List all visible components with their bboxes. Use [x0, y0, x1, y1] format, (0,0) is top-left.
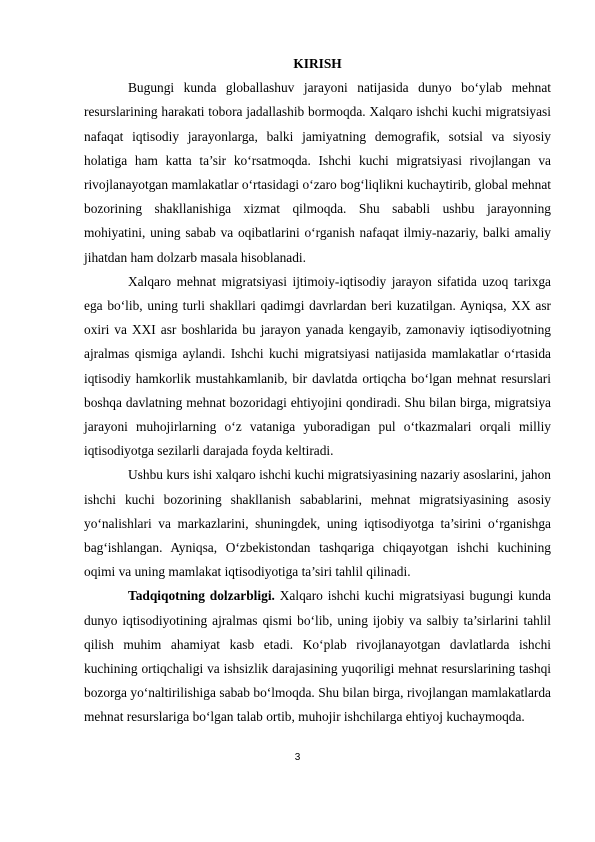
page-number: 3: [294, 752, 301, 763]
paragraph-lead: Tadqiqotning dolzarbligi.: [128, 588, 275, 604]
paragraph-text: Xalqaro mehnat migratsiyasi ijtimoiy-iqtisodiy jarayon sifatida uzoq tarixga ega bo‘lib, uning turli shakllari qadimgi davrlardan beri kuzatilgan. Ayniqsa, XX asr oxiri va XXI asr boshlarida bu jarayon yanada kengayib, zamonaviy iqtisodiyotning ajralmas qismiga aylandi. Ishchi kuchi migratsiyasi natijasida mamlakatlar o‘rtasida iqtisodiy hamkorlik mustahkamlanib, bir davlatda ortiqcha bo‘lgan mehnat resurslari boshqa davlatning mehnat bozoridagi ehtiyojini qondiradi. Shu bilan birga, migratsiya jarayoni muhojirlarning o‘z vataniga yuboradigan pul o‘tkazmalari orqali milliy iqtisodiyotga sezilarli darajada foyda keltiradi.: [84, 273, 551, 459]
paragraph-intro: [84, 76, 551, 270]
document-title: KIRISH: [293, 56, 342, 71]
document-page: [84, 52, 551, 730]
paragraph-scope: [84, 463, 551, 584]
paragraph-text: Ushbu kurs ishi xalqaro ishchi kuchi migratsiyasining nazariy asoslarini, jahon ishchi kuchi bozorining shakllanish sabablarini, mehnat migratsiyasining asosiy yo‘nalishlari va markazlarini, shuningdek, uning iqtisodiyotga ta’sirini o‘rganishga bag‘ishlangan. Ayniqsa, O‘zbekistondan tashqariga chiqayotgan ishchi kuchining oqimi va uning mamlakat iqtisodiyotiga ta’siri tahlil qilinadi.: [84, 467, 551, 580]
paragraph-relevance: [84, 584, 551, 729]
paragraph-text: Bugungi kunda globallashuv jarayoni natijasida dunyo bo‘ylab mehnat resurslarining harakati tobora jadallashib bormoqda. Xalqaro ishchi kuchi migratsiyasi nafaqat iqtisodiy jarayonlarga, balki jamiyatning demografik, sotsial va siyosiy holatiga ham katta ta’sir ko‘rsatmoqda. Ishchi kuchi migratsiyasi rivojlangan va rivojlanayotgan mamlakatlar o‘rtasidagi o‘zaro bog‘liqlikni kuchaytirib, global mehnat bozorining shakllanishiga xizmat qilmoqda. Shu sababli ushbu jarayonning mohiyatini, uning sabab va oqibatlarini o‘rganish nafaqat ilmiy-nazariy, balki amaliy jihatdan ham dolzarb masala hisoblanadi.: [84, 80, 551, 265]
paragraph-history: [84, 270, 551, 464]
paragraph-text: Xalqaro ishchi kuchi migratsiyasi bugungi kunda dunyo iqtisodiyotining ajralmas qismi bo‘lib, uning ijobiy va salbiy ta’sirlarini tahlil qilish muhim ahamiyat kasb etadi. Ko‘plab rivojlanayotgan davlatlarda ishchi kuchining ortiqchaligi va ishsizlik darajasining yuqoriligi mehnat resurslarining tashqi bozorga yo‘naltirilishiga sabab bo‘lmoqda. Shu bilan birga, rivojlangan mamlakatlarda mehnat resurslariga bo‘lgan talab ortib, muhojir ishchilarga ehtiyoj kuchaymoqda.: [84, 588, 551, 725]
